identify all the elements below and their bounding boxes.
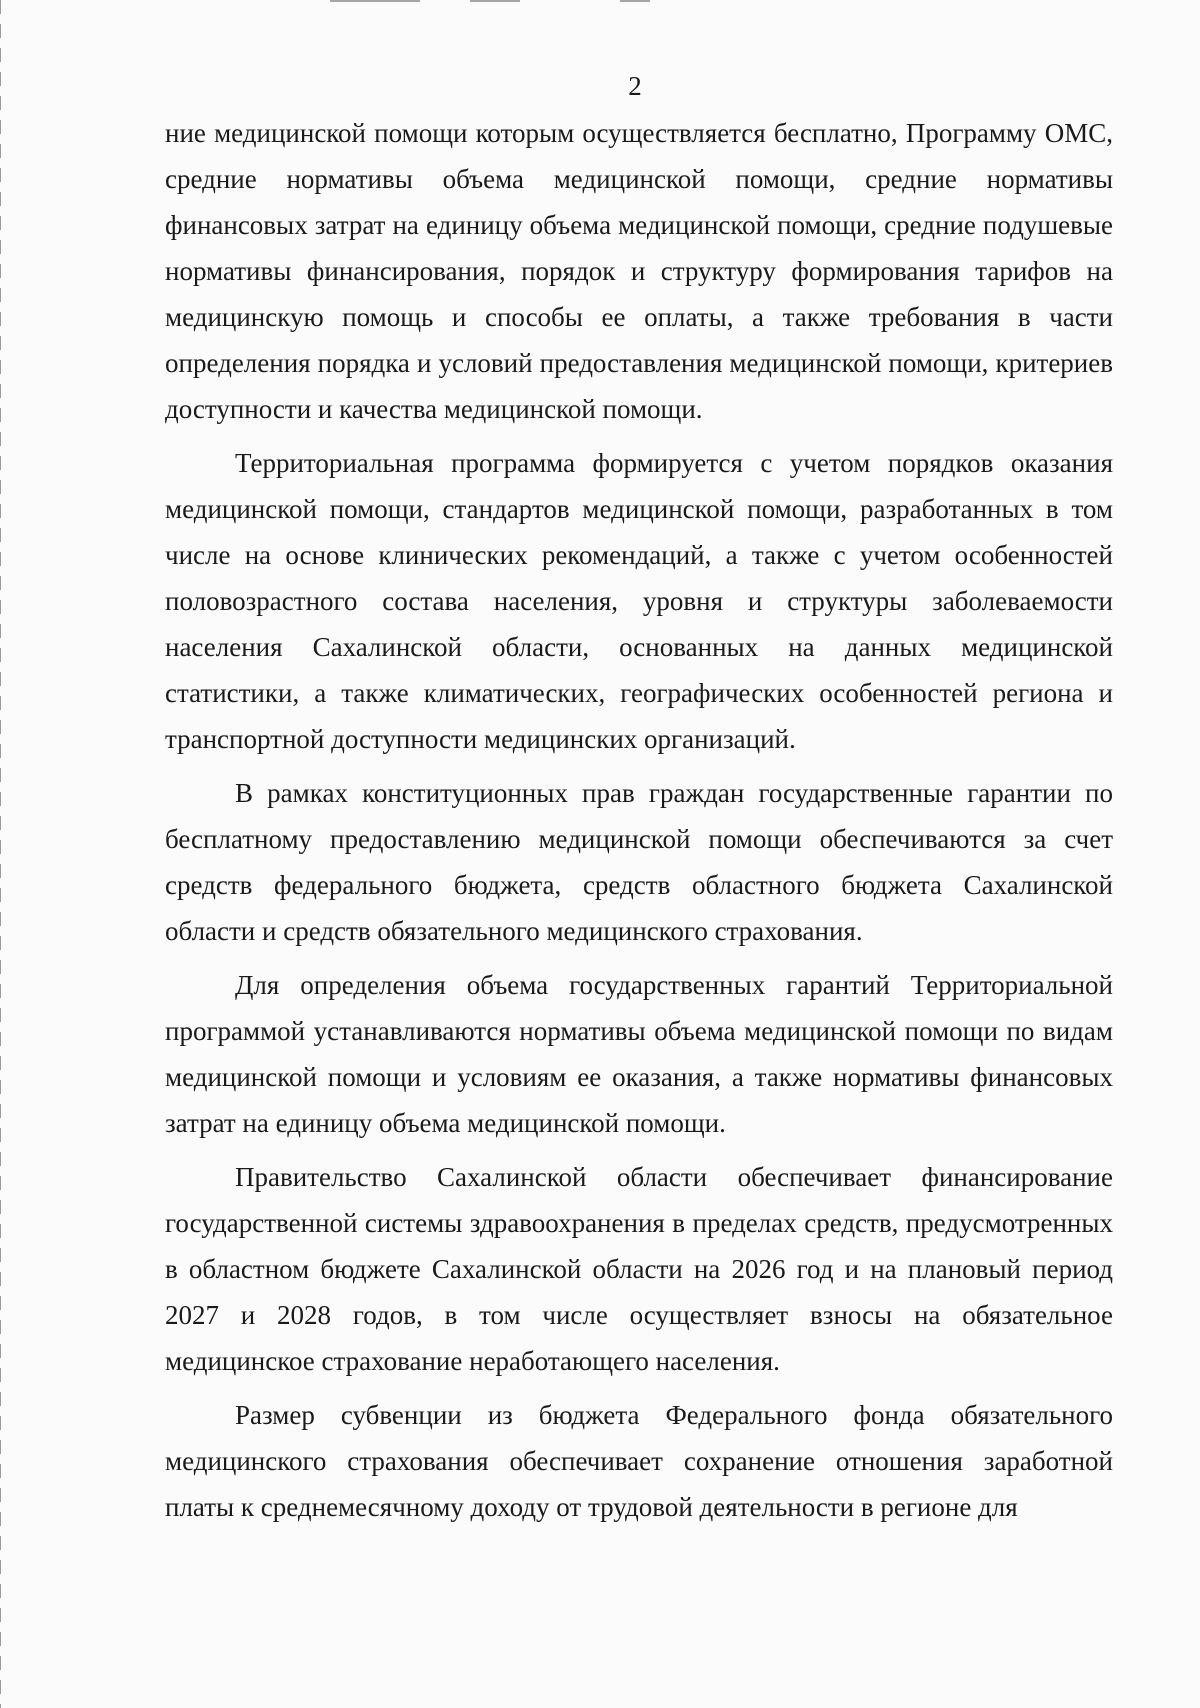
paragraph: Правительство Сахалинской области обеспечивает финансирование государственной системы здравоохранения в пределах средств, предусмотренных в областном бюджете Сахалинской области на 2026 год и на плановый период 2027 и 2028 годов, в том числе осуществляет взносы на обязательное медицинское страхование неработающего населения. (165, 1162, 1113, 1376)
document-body (165, 110, 1113, 1538)
paragraph: Размер субвенции из бюджета Федерального фонда обязательного медицинского страхования обеспечивает сохранение отношения заработной платы к среднемесячному доходу от трудовой деятельности в регионе для (165, 1400, 1113, 1522)
paragraph: ние медицинской помощи которым осуществляется бесплатно, Программу ОМС, средние нормативы объема медицинской помощи, средние нормативы финансовых затрат на единицу объема медицинской помощи, средние подушевые нормативы финансирования, порядок и структуру формирования тарифов на медицинскую помощь и способы ее оплаты, а также требования в части определения порядка и условий предоставления медицинской помощи, критериев доступности и качества медицинской помощи. (165, 118, 1113, 424)
page-number: 2 (628, 71, 642, 101)
paragraph: Территориальная программа формируется с учетом порядков оказания медицинской помощи, стандартов медицинской помощи, разработанных в том числе на основе клинических рекомендаций, а также с учетом особенностей половозрастного состава населения, уровня и структуры заболеваемости населения Сахалинской области, основанных на данных медицинской статистики, а также климатических, географических особенностей региона и транспортной доступности медицинских организаций. (165, 448, 1113, 754)
paragraph: Для определения объема государственных гарантий Территориальной программой устанавливаются нормативы объема медицинской помощи по видам медицинской помощи и условиям ее оказания, а также нормативы финансовых затрат на единицу объема медицинской помощи. (165, 970, 1113, 1138)
paragraph: В рамках конституционных прав граждан государственные гарантии по бесплатному предоставлению медицинской помощи обеспечиваются за счет средств федерального бюджета, средств областного бюджета Сахалинской области и средств обязательного медицинского страхования. (165, 778, 1113, 946)
